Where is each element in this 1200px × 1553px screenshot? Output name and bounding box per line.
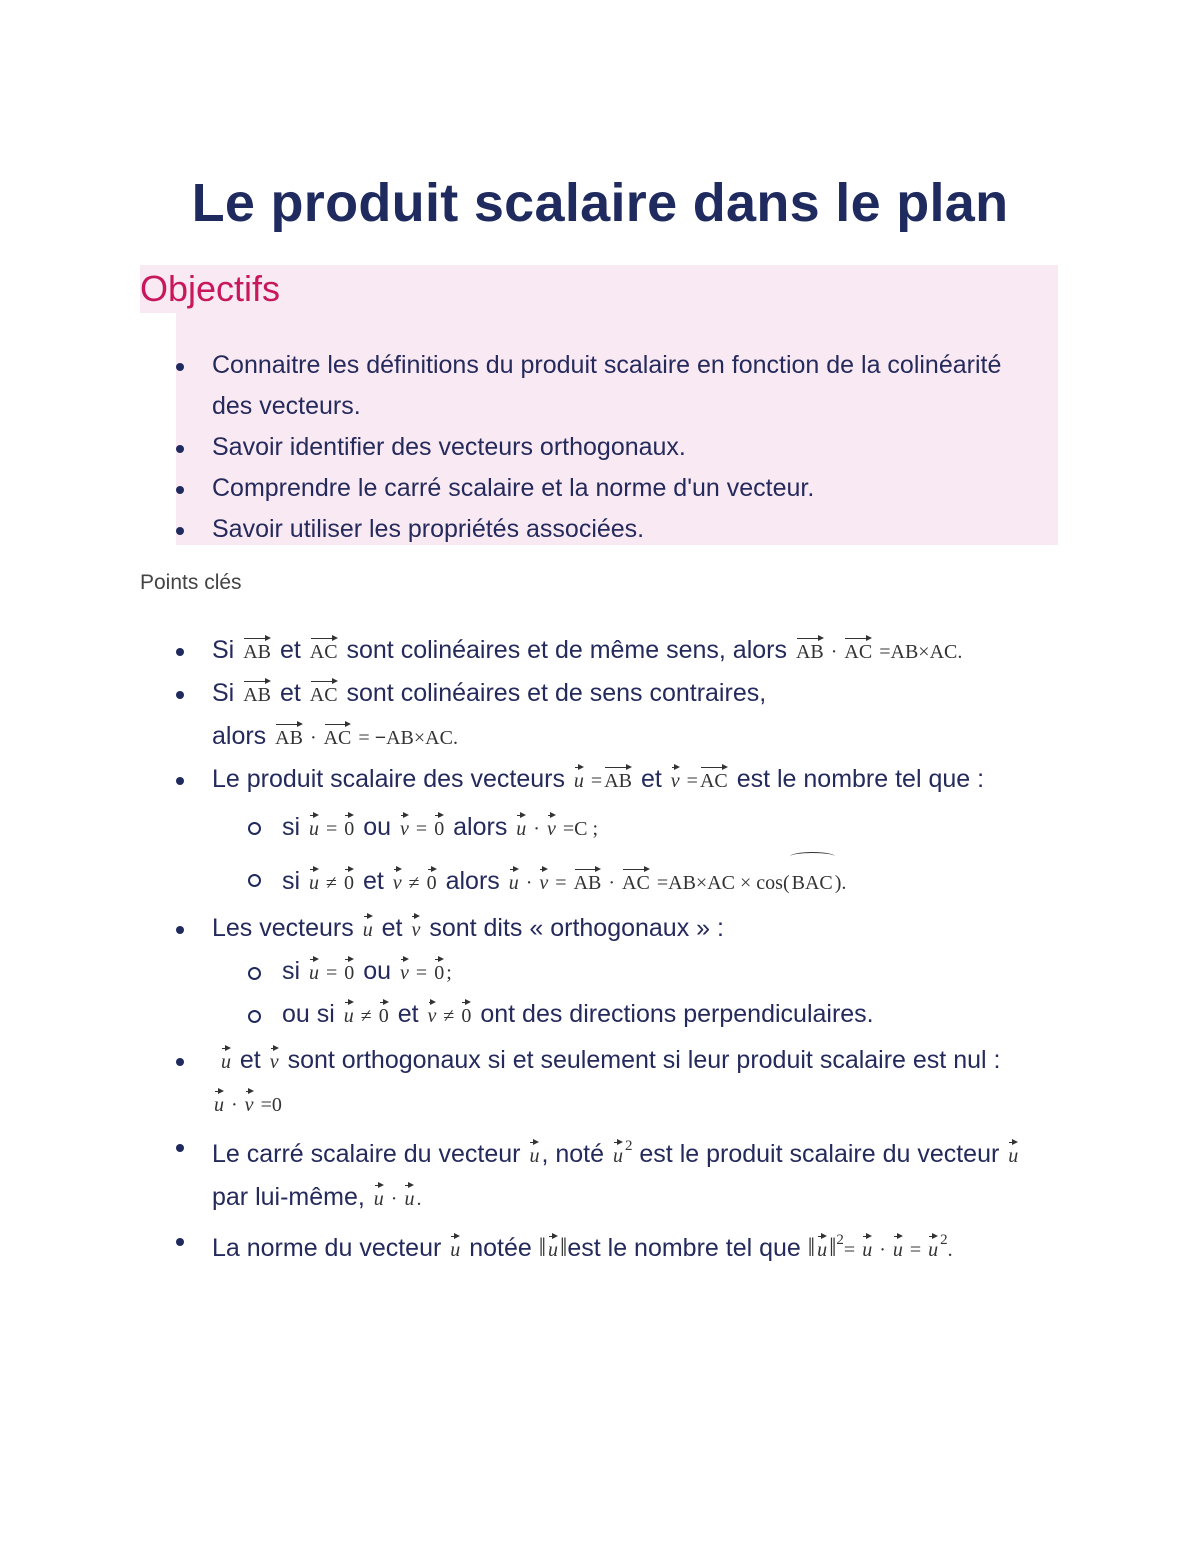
bullet-icon [176, 1144, 184, 1152]
definition-case-zero: si u = 0 ou v = 0 alors u · v =C ; [246, 802, 1056, 854]
key-points-list [176, 630, 1056, 1271]
formula-norm-squared: ‖ u‖$^2$= u · u = u $^2$. [807, 1232, 953, 1262]
objective-item: Savoir identifier des vecteurs orthogonaux. [176, 427, 1036, 468]
vector-ac: AC [310, 636, 338, 662]
key-point-definition: Le produit scalaire des vecteurs u = AB et v = AC est le nombre tel que : si u = 0 ou v = 0 alors u · v =C ; si u ≠ 0 et v ≠ 0 alors u · v = AB · AC =AB×AC × cos( BAC ). [176, 759, 1056, 908]
orthogonal-case-perpendicular: ou si u ≠ 0 et v ≠ 0 ont des directions perpendiculaires. [246, 994, 1056, 1037]
key-point-orthogonal-criterion: u et v sont orthogonaux si et seulement si leur produit scalaire est nul : u · v =0 [176, 1040, 1056, 1126]
bullet-icon [176, 777, 184, 785]
page-title: Le produit scalaire dans le plan [191, 173, 1009, 233]
formula-ab-ac-negative: AB · AC = −AB×AC. [273, 727, 458, 749]
bullet-icon [176, 527, 184, 535]
circle-bullet-icon [248, 874, 261, 887]
formula-cos: u · v = AB · AC =AB×AC × cos( BAC ). [507, 872, 847, 894]
bullet-icon [176, 363, 184, 371]
objectives-list [176, 345, 1036, 550]
bullet-icon [176, 445, 184, 453]
circle-bullet-icon [248, 822, 261, 835]
key-point-opposite-direction: Si AB et AC sont colinéaires et de sens contraires, alors AB · AC = −AB×AC. [176, 673, 1056, 759]
bullet-icon [176, 1058, 184, 1066]
formula-uv-zero: u · v =0 [212, 1094, 282, 1116]
key-point-norm: La norme du vecteur u notée ‖ u‖est le nombre tel que ‖ u‖$^2$= u · u = u $^2$. [176, 1220, 1056, 1271]
objectives-heading: Objectifs [140, 268, 281, 309]
formula-u-eq-ab: u = AB [572, 770, 634, 792]
formula-ab-ac-positive: AB · AC =AB×AC. [794, 641, 962, 663]
key-point-orthogonal: Les vecteurs u et v sont dits « orthogonaux » : si u = 0 ou v = 0 ; ou si u ≠ 0 et v ≠ 0 ont des directions perpendiculaires. [176, 908, 1056, 1037]
objective-item: Savoir utiliser les propriétés associées. [176, 509, 1036, 550]
objective-item: Comprendre le carré scalaire et la norme d'un vecteur. [176, 468, 1036, 509]
key-point-same-direction: Si AB et AC sont colinéaires et de même sens, alors AB · AC =AB×AC. [176, 630, 1056, 673]
orthogonal-cases [212, 951, 1056, 1037]
bullet-icon [176, 691, 184, 699]
key-point-scalar-square: Le carré scalaire du vecteur u, noté u $^2$ est le produit scalaire du vecteur u par lui-même, u · u . [176, 1126, 1056, 1220]
formula-v-eq-ac: v = AC [669, 770, 730, 792]
bullet-icon [176, 486, 184, 494]
key-points-label: Points clés [140, 571, 242, 594]
norm-u: ‖ u‖ [538, 1233, 568, 1262]
bullet-icon [176, 648, 184, 656]
bullet-icon [176, 1238, 184, 1246]
vector-ab: AB [243, 679, 271, 705]
bullet-icon [176, 926, 184, 934]
orthogonal-case-zero: si u = 0 ou v = 0 ; [246, 951, 1056, 994]
angle-bac: BAC [790, 854, 835, 908]
vector-ab: AB [243, 636, 271, 662]
objective-item: Connaitre les définitions du produit scalaire en fonction de la colinéarité des vecteurs. [176, 345, 1036, 427]
circle-bullet-icon [248, 1010, 261, 1023]
circle-bullet-icon [248, 967, 261, 980]
definition-cases [212, 802, 1056, 908]
formula-u-dot-u: u · u . [372, 1188, 422, 1210]
definition-case-nonzero: si u ≠ 0 et v ≠ 0 alors u · v = AB · AC =AB×AC × cos( BAC ). [246, 854, 1056, 908]
vector-ac: AC [310, 679, 338, 705]
